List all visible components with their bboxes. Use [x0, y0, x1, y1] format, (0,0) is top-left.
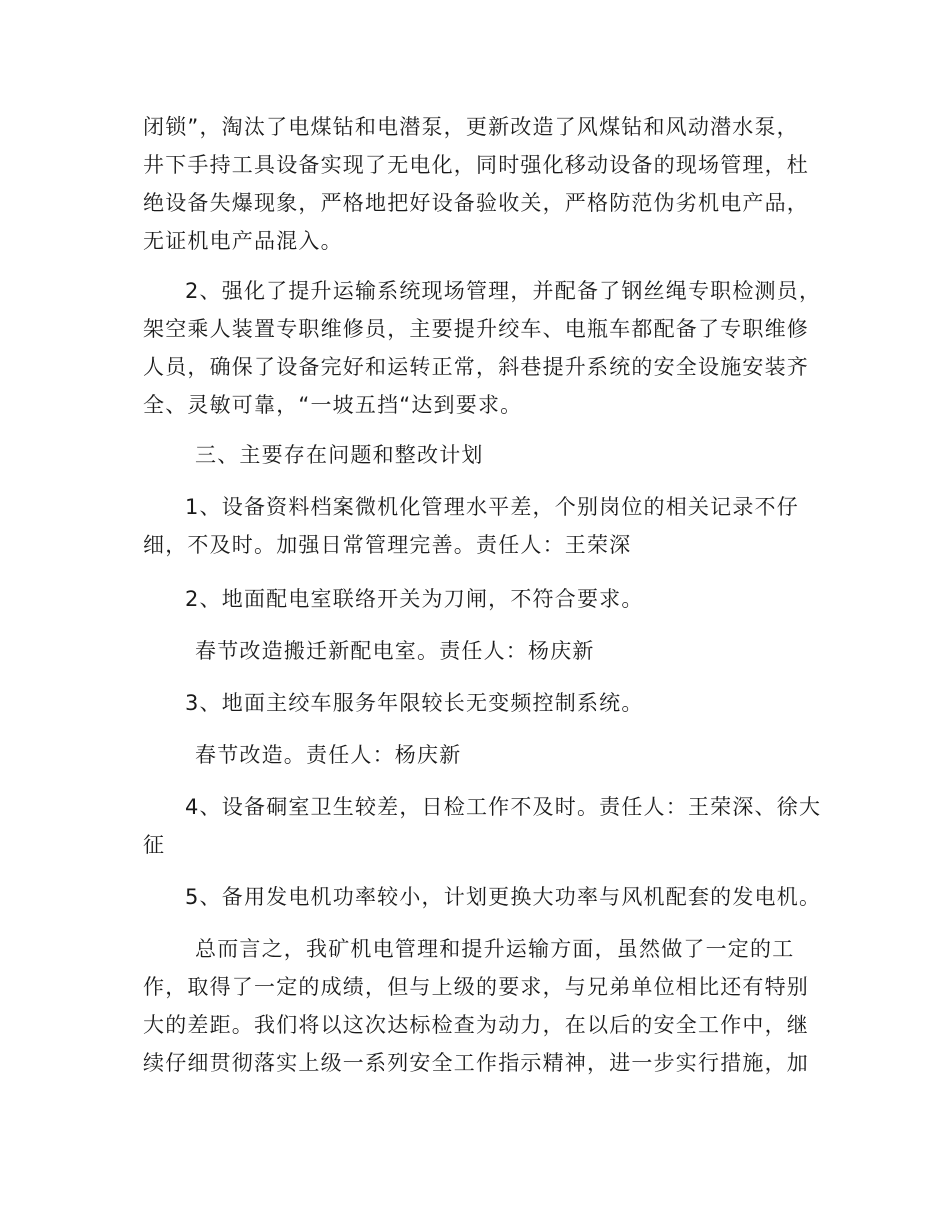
paragraph-line: 2、强化了提升运输系统现场管理，并配备了钢丝绳专职检测员， [185, 279, 822, 303]
paragraph-line: 人员，确保了设备完好和运转正常，斜巷提升系统的安全设施安装齐 [143, 355, 809, 379]
paragraph-line: 绝设备失爆现象，严格地把好设备验收关，严格防范伪劣机电产品， [143, 191, 809, 215]
paragraph-line: 大的差距。我们将以这次达标检查为动力，在以后的安全工作中，继 [143, 1013, 809, 1037]
paragraph-line: 春节改造。责任人：杨庆新 [195, 743, 462, 767]
paragraph-line: 全、灵敏可靠，“一坡五挡“达到要求。 [143, 393, 523, 417]
paragraph-line: 春节改造搬迁新配电室。责任人：杨庆新 [195, 639, 595, 663]
paragraph-line: 作，取得了一定的成绩，但与上级的要求，与兄弟单位相比还有特别 [143, 975, 809, 999]
paragraph-line: 5、备用发电机功率较小，计划更换大功率与风机配套的发电机。 [185, 885, 822, 909]
paragraph-line: 井下手持工具设备实现了无电化，同时强化移动设备的现场管理，杜 [143, 153, 809, 177]
paragraph-line: 续仔细贯彻落实上级一系列安全工作指示精神，进一步实行措施，加 [143, 1051, 809, 1075]
paragraph-line: 架空乘人装置专职维修员，主要提升绞车、电瓶车都配备了专职维修 [143, 317, 809, 341]
paragraph-line: 无证机电产品混入。 [143, 229, 343, 253]
paragraph-line: 4、设备硐室卫生较差，日检工作不及时。责任人：王荣深、徐大 [185, 795, 822, 819]
paragraph-line: 征 [143, 833, 166, 857]
paragraph-line: 总而言之，我矿机电管理和提升运输方面，虽然做了一定的工 [195, 937, 795, 961]
paragraph-line: 3、地面主绞车服务年限较长无变频控制系统。 [185, 691, 644, 715]
paragraph-line: 2、地面配电室联络开关为刀闸，不符合要求。 [185, 587, 644, 611]
paragraph-line: 闭锁”，淘汰了电煤钻和电潜泵，更新改造了风煤钻和风动潜水泵， [143, 115, 799, 139]
paragraph-line: 细，不及时。加强日常管理完善。责任人：王荣深 [143, 533, 632, 557]
paragraph-line: 1、设备资料档案微机化管理水平差，个别岗位的相关记录不仔 [185, 495, 799, 519]
section-heading: 三、主要存在问题和整改计划 [195, 443, 484, 467]
